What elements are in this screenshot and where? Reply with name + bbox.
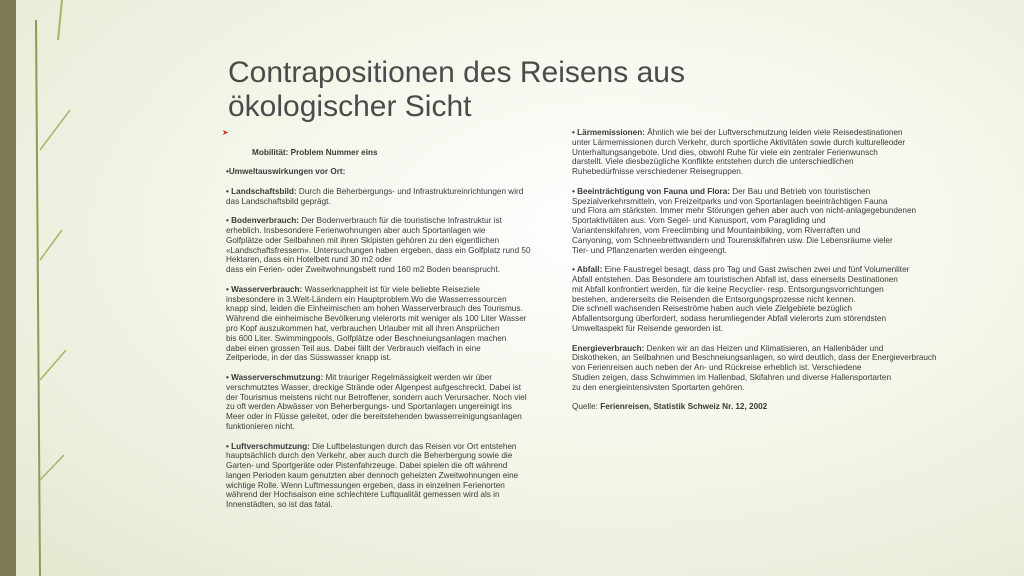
left-column — [222, 128, 566, 520]
right-para-abfall: • Abfall: Eine Faustregel besagt, dass pro Tag und Gast zwischen zwei und fünf Volumenliter Abfall entstehen. Das Besondere am touristischen Abfall ist, dass einerseits Destinationen mit Abfall konfrontiert werden, für die keine Recyclier- resp. Entsorgungsvorrichtungen bestehen, andererseits die Reisenden die Entsorgungsprozesse nicht kennen. Die schnell wachsenden Reiseströme haben auch viele Zielgebiete bezüglich Abfallentsorgung überfordert, sodass herumliegender Abfall vielerorts zum störendsten Umweltaspekt für Reisende geworden ist. — [572, 265, 910, 333]
source-citation: Quelle: Ferienreisen, Statistik Schweiz Nr. 12, 2002 — [572, 402, 768, 412]
left-subheading: •Umweltauswirkungen vor Ort: — [226, 167, 346, 177]
left-heading-row — [222, 128, 566, 157]
right-para-laermemissionen: • Lärmemissionen: Ähnlich wie bei der Luftverschmutzung leiden viele Reisedestinationen unter Lärmemissionen durch Verkehr, durch sportliche Aktivitäten sowie durch kulturelleoder Unterhaltungsangebote. Und dies, obwohl Ruhe für viele ein zentraler Ferienwunsch darstellt. Viele diesbezügliche Konflikte entstehen durch die unterschiedlichen Ruhebedürfnisse verschiedener Reisegruppen. — [572, 128, 906, 177]
arrow-bullet-icon: ➤ — [222, 128, 229, 137]
slide-title — [228, 56, 988, 124]
title-line-1: Contrapositionen des Reisens aus — [228, 56, 685, 89]
right-para-fauna-flora: • Beeinträchtigung von Fauna und Flora: Der Bau und Betrieb von touristischen Spezialverkehrsmitteln, von Freizeitparks und von Sportanlagen beeinträchtigen Fauna und Flora am stärksten. Immer mehr Störungen gehen aber auch von nicht-anlagegebundenen Sportaktivitäten aus: Vom Segel- und Kanusport, vom Paragliding und Variantenskifahren, vom Freeclimbing und Mountainbiking, vom Riverraften und Canyoning, vom Schneebrettwandern und Tourenskifahren usw. Die Lebensräume vieler Tier- und Pflanzenarten werden eingeengt. — [572, 186, 917, 255]
right-para-energieverbrauch: Energieverbrauch: Denken wir an das Heizen und Klimatisieren, an Hallenbäder und Diskotheken, an Seilbahnen und Beschneiungsanlagen, so wird deutlich, dass der Energieverbrauch von Ferienreisen auch neben der An- und Rückreise erheblich ist. Verschiedene Studien zeigen, dass Schwimmen im Hallenbad, Skifahren und diverse Hallensportarten zu den energieintensivsten Sportarten gehören. — [572, 343, 937, 392]
left-para-bodenverbrauch: • Bodenverbrauch: Der Bodenverbrauch für die touristische Infrastruktur ist erheblich. Insbesondere Ferienwohnungen aber auch Sportanlagen wie Golfplätze oder Seilbahnen mit ihren Skipisten gehören zu den eigentlichen «Landschaftsfressern». Untersuchungen haben ergeben, dass ein Golfplatz rund 50 Hektaren, dass ein Hotelbett rund 30 m2 oder dass ein Ferien- oder Zweitwohnungsbett rund 160 m2 Boden beansprucht. — [226, 216, 531, 275]
decorative-vine — [0, 0, 120, 576]
left-para-landschaftsbild: • Landschaftsbild: Durch die Beherbergungs- und Infrastruktureinrichtungen wird das Landschaftsbild geprägt. — [226, 186, 524, 206]
left-para-wasserverbrauch: • Wasserverbrauch: Wasserknappheit ist für viele beliebte Reiseziele insbesondere in 3.Welt-Ländern ein Hauptproblem.Wo die Wasserressourcen knapp sind, leiden die Einheimischen am hohen Wasserverbrauch des Tourismus. Während die einheimische Bevölkerung vielerorts mit weniger als 100 Liter Wasser pro Kopf auszukommen hat, verbrauchen Urlauber mit all ihren Ansprüchen bis 600 Liter. Swimmingpools, Golfplätze oder Beschneiungsanlagen machen dabei einen grossen Teil aus. Dabei fällt der Verbrauch vielfach in eine Zeitperiode, in der das Süsswasser knapp ist. — [226, 284, 527, 363]
left-heading: Mobilität: Problem Nummer eins — [252, 147, 378, 157]
right-column — [572, 128, 960, 422]
title-line-2: ökologischer Sicht — [228, 90, 472, 123]
left-para-wasserverschmutzung: • Wasserverschmutzung: Mit trauriger Regelmässigkeit werden wir über verschmutztes Wasser, dreckige Strände oder Algenpest aufgeschreckt. Dabei ist der Tourismus meistens nicht nur Betroffener, sondern auch Verursacher. Noch viel zu oft werden Abwässer von Beherbergungs- und Sportanlagen ungereinigt ins Meer oder in Flüsse geleitet, oder die bereitstehenden bwasserreinigungsanlagen funktionieren nicht. — [226, 372, 527, 431]
left-para-luftverschmutzung: • Luftverschmutzung: Die Luftbelastungen durch das Reisen vor Ort entstehen hauptsächlich durch den Verkehr, aber auch durch die Beherbergung sowie die Garten- und Sportgeräte oder Pistenfahrzeuge. Dabei spielen die oft während langen Perioden kaum genutzten aber dennoch geheizten Zweitwohnungen eine wichtige Rolle. Wenn Luftmessungen ergeben, dass in einzelnen Ferienorten während der Hochsaison eine schlechtere Luftqualität gemessen wird als in Innenstädten, so ist das fatal. — [226, 441, 519, 510]
